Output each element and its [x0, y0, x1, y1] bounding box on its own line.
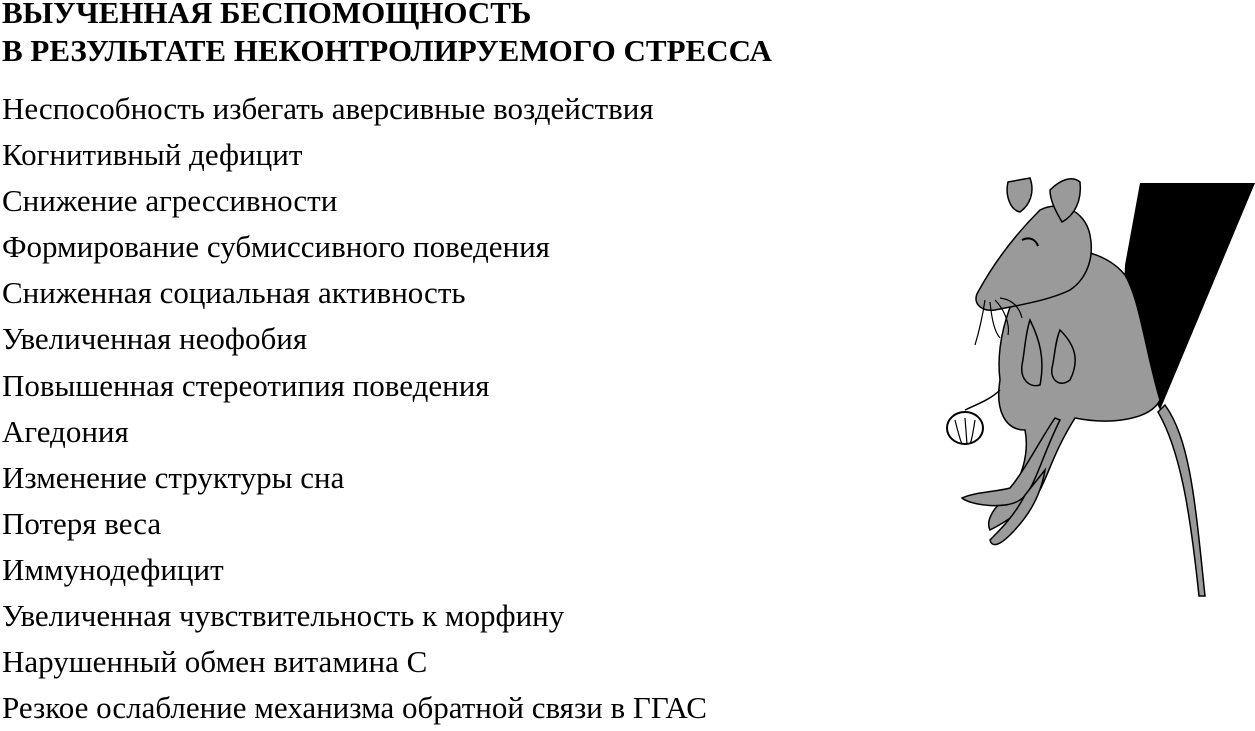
helpless-rat-illustration	[940, 170, 1255, 600]
title-line-1: ВЫУЧЕННАЯ БЕСПОМОЩНОСТЬ	[2, 0, 532, 30]
list-item: Агедония	[2, 413, 129, 449]
flower-icon	[947, 390, 1000, 444]
list-item: Повышенная стереотипия поведения	[2, 367, 490, 403]
list-item: Потеря веса	[2, 505, 162, 541]
rat-tail	[1158, 405, 1205, 596]
list-item: Формирование субмиссивного поведения	[2, 229, 550, 265]
page-title	[2, 0, 772, 70]
list-item: Сниженная социальная активность	[2, 275, 466, 311]
symptom-list	[2, 86, 707, 731]
list-item: Увеличенная неофобия	[2, 321, 308, 357]
list-item: Резкое ослабление механизма обратной связи в ГГАС	[2, 690, 707, 726]
list-item: Когнитивный дефицит	[2, 137, 303, 173]
list-item: Изменение структуры сна	[2, 459, 345, 495]
list-item: Нарушенный обмен витамина С	[2, 644, 428, 680]
list-item: Иммунодефицит	[2, 551, 224, 587]
list-item: Снижение агрессивности	[2, 183, 338, 219]
title-line-2: В РЕЗУЛЬТАТЕ НЕКОНТРОЛИРУЕМОГО СТРЕССА	[2, 33, 772, 68]
list-item: Неспособность избегать аверсивные воздействия	[2, 91, 654, 126]
list-item: Увеличенная чувствительность к морфину	[2, 598, 565, 634]
rat-ear-left	[1007, 178, 1032, 212]
